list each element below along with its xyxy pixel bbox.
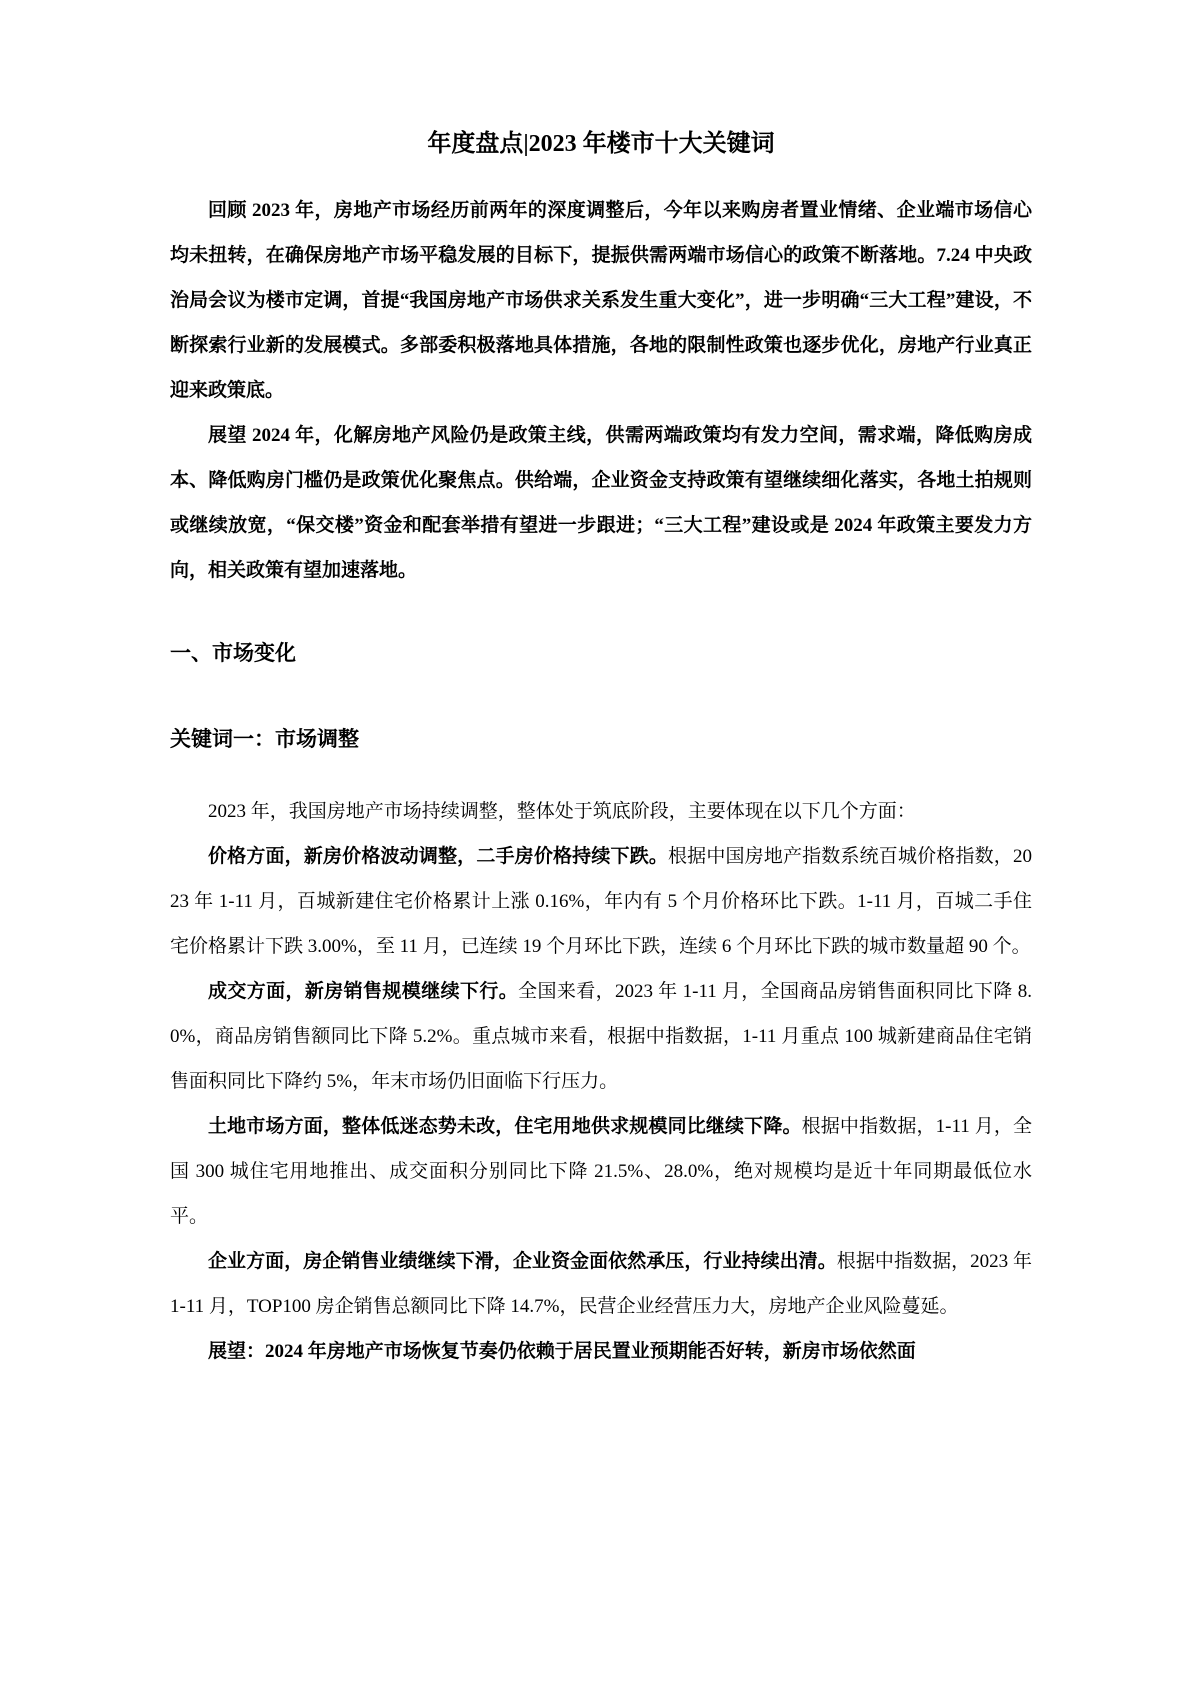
document-content [170,126,1032,1374]
paragraph [170,413,1032,593]
paragraph-run: 根据中国房地产指数系统百城价格指数，2023 年 1-11 月，百城新建住宅价格累计上涨 0.16%，年内有 5 个月价格环比下跌。1-11 月，百城二手住宅价格累计下跌 3.00%，至 11 月，已连续 19 个月环比下跌，连续 6 个月环比下跌的城市数量超 90 个。 [170,846,1032,957]
paragraph-bold-run: 土地市场方面，整体低迷态势未改，住宅用地供求规模同比继续下降。 [208,1116,802,1137]
paragraph-bold-run: 价格方面，新房价格波动调整，二手房价格持续下跌。 [208,846,668,867]
paragraph [170,834,1032,969]
paragraph [170,969,1032,1104]
document-title: 年度盘点|2023 年楼市十大关键词 [427,131,775,157]
paragraph-run: 全国来看，2023 年 1-11 月，全国商品房销售面积同比下降 8.0%，商品房销售额同比下降 5.2%。重点城市来看，根据中指数据，1-11 月重点 100 城新建商品住宅销售面积同比下降约 5%，年末市场仍旧面临下行压力。 [170,981,1032,1092]
paragraph-bold-run: 展望：2024 年房地产市场恢复节奏仍依赖于居民置业预期能否好转，新房市场依然面 [208,1341,916,1362]
paragraph [170,1104,1032,1239]
paragraph-run: 根据中指数据，2023 年 1-11 月，TOP100 房企销售总额同比下降 14.7%，民营企业经营压力大，房地产企业风险蔓延。 [170,1251,1032,1317]
paragraph-bold-run: 回顾 2023 年，房地产市场经历前两年的深度调整后，今年以来购房者置业情绪、企业端市场信心均未扭转，在确保房地产市场平稳发展的目标下，提振供需两端市场信心的政策不断落地。7.24 中央政治局会议为楼市定调，首提“我国房地产市场供求关系发生重大变化”，进一步明确“三大工程”建设，不断探索行业新的发展模式。多部委积极落地具体措施，各地的限制性政策也逐步优化，房地产行业真正迎来政策底。 [170,200,1032,401]
section-heading: 一、市场变化 [170,642,296,665]
keyword-subheading: 关键词一：市场调整 [170,728,359,751]
paragraph-run: 2023 年，我国房地产市场持续调整，整体处于筑底阶段，主要体现在以下几个方面： [208,801,916,822]
paragraph [170,188,1032,413]
paragraph [170,1239,1032,1329]
paragraph-run: 根据中指数据，1-11 月，全国 300 城住宅用地推出、成交面积分别同比下降 21.5%、28.0%，绝对规模均是近十年同期最低位水平。 [170,1116,1032,1227]
paragraph [170,789,1032,834]
paragraph-bold-run: 成交方面，新房销售规模继续下行。 [208,981,519,1002]
paragraph-bold-run: 展望 2024 年，化解房地产风险仍是政策主线，供需两端政策均有发力空间，需求端，降低购房成本、降低购房门槛仍是政策优化聚焦点。供给端，企业资金支持政策有望继续细化落实，各地土拍规则或继续放宽，“保交楼”资金和配套举措有望进一步跟进；“三大工程”建设或是 2024 年政策主要发力方向，相关政策有望加速落地。 [170,425,1032,581]
paragraph [170,1329,1032,1374]
paragraph-bold-run: 企业方面，房企销售业绩继续下滑，企业资金面依然承压，行业持续出清。 [208,1251,837,1272]
